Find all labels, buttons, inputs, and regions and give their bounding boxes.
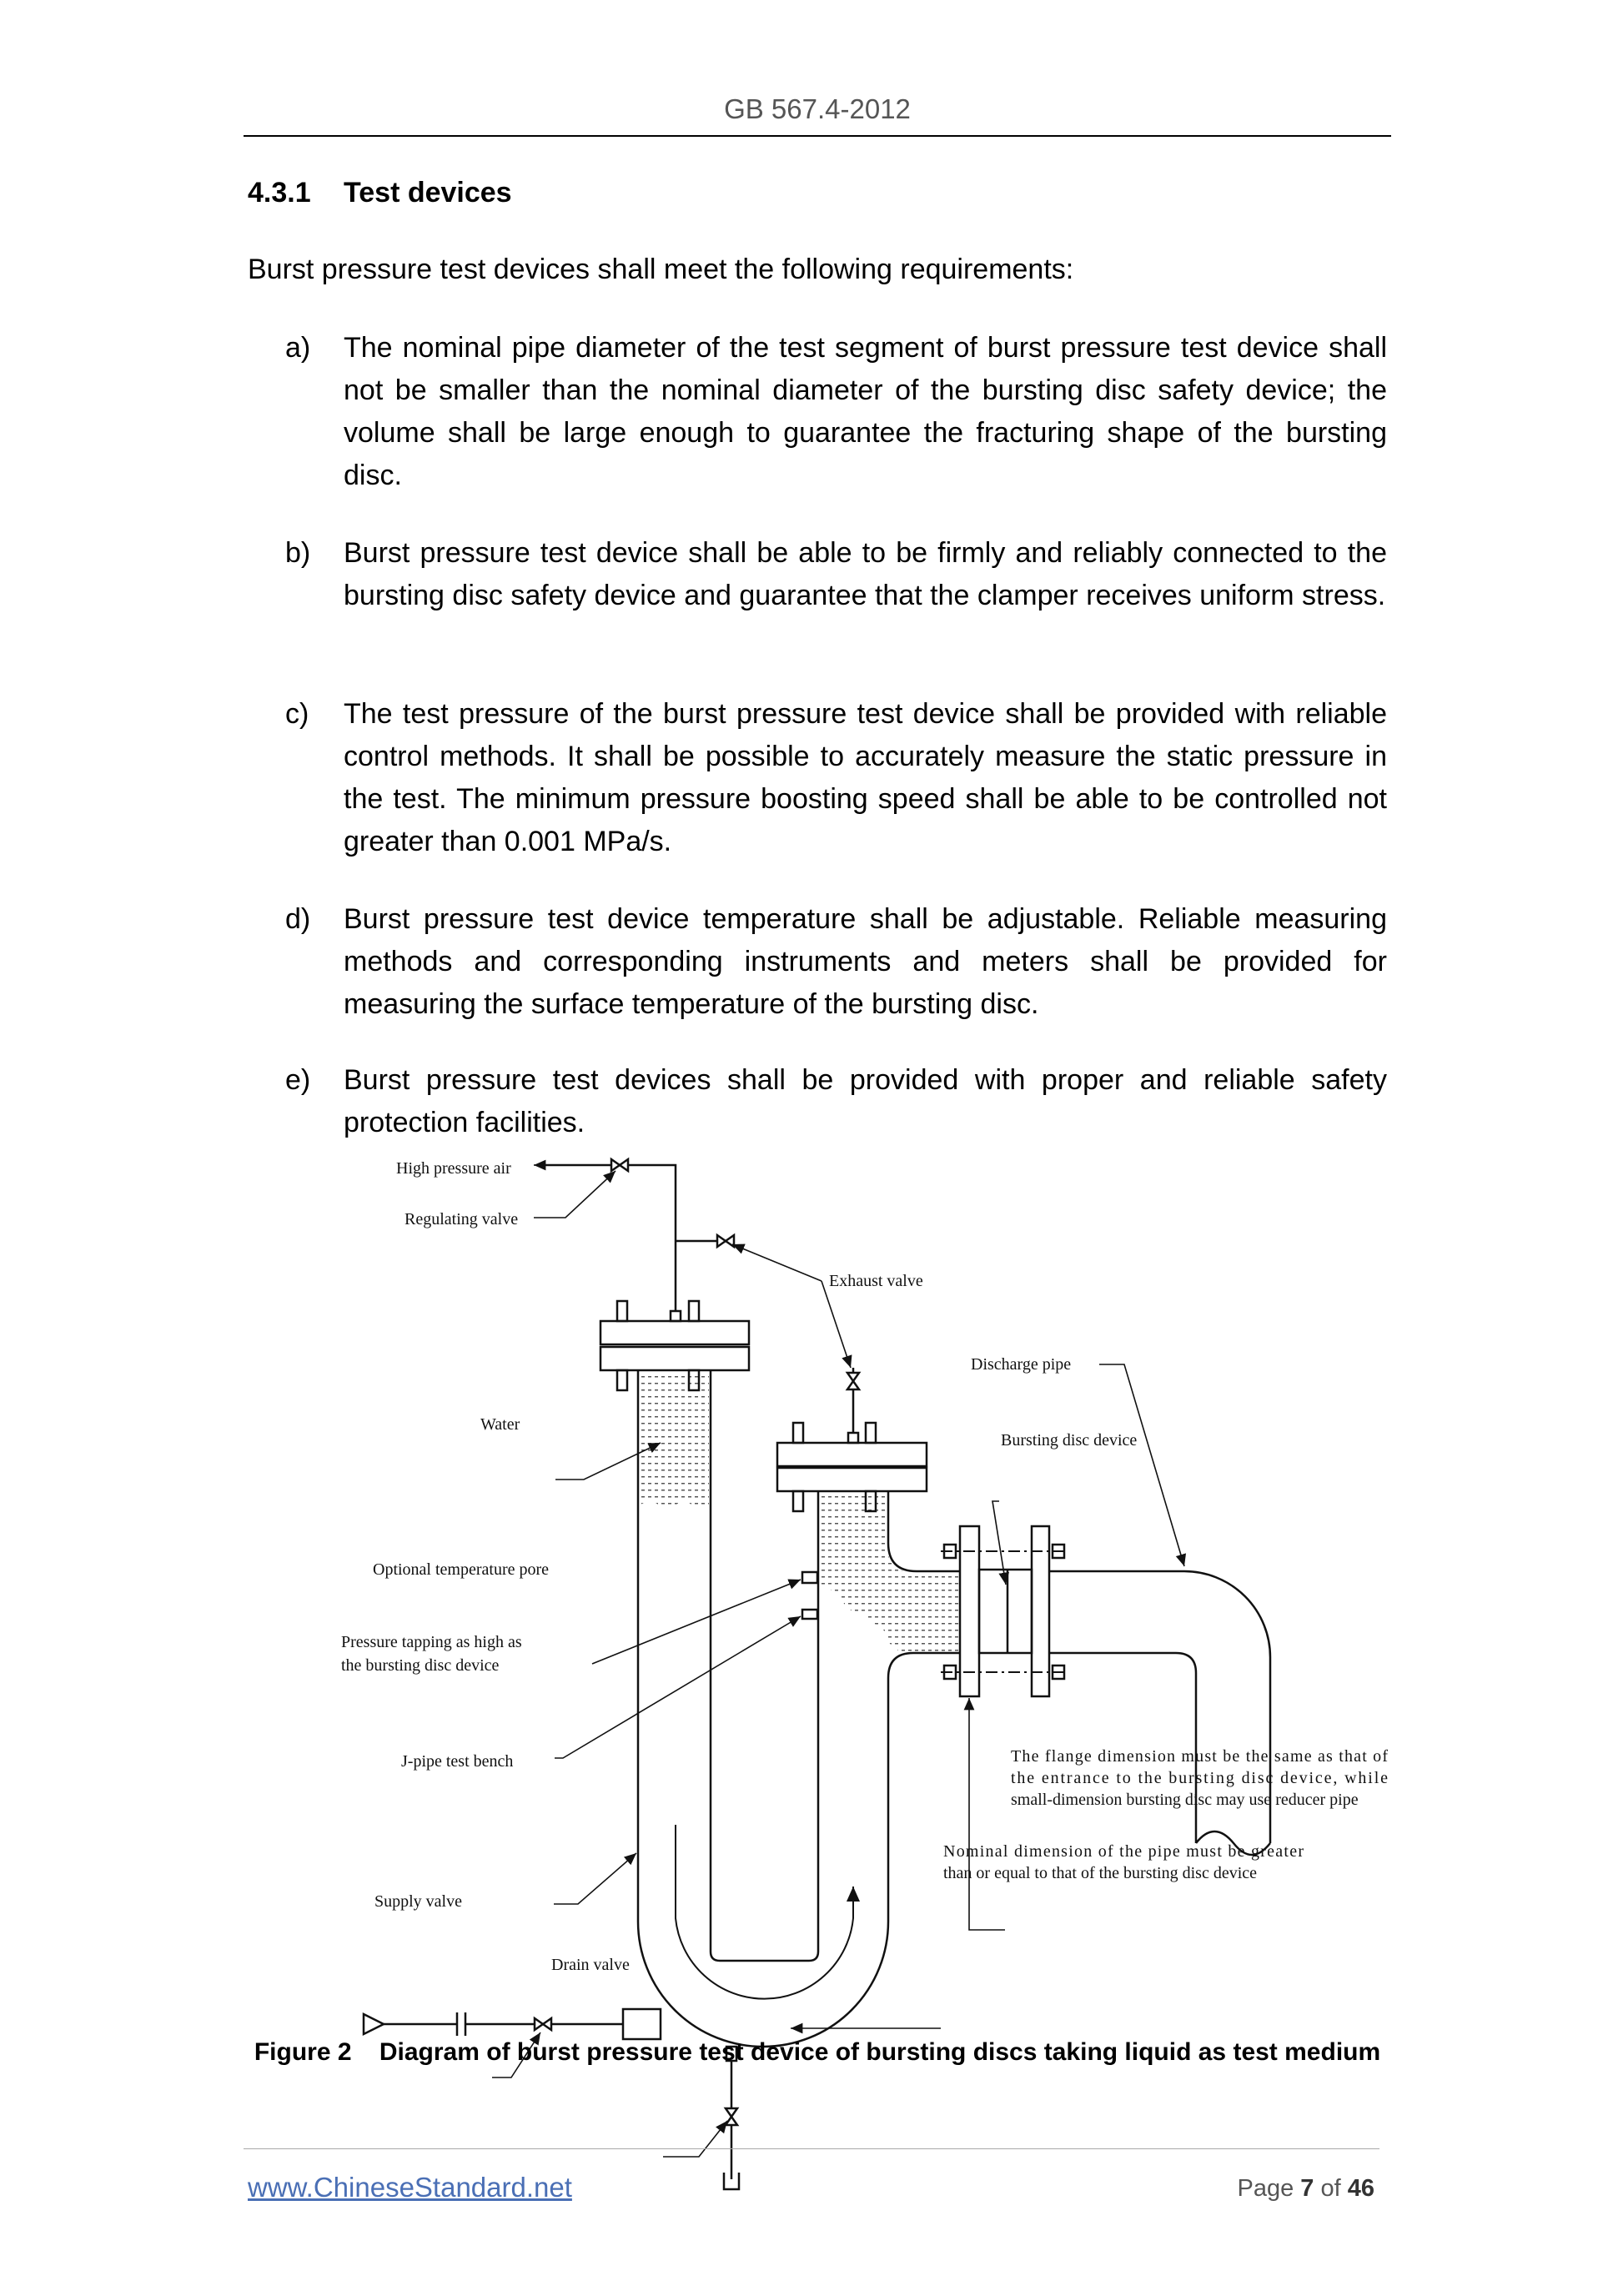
intro-paragraph: Burst pressure test devices shall meet the following requirements:	[248, 254, 1074, 285]
label-supply-valve: Supply valve	[374, 1892, 462, 1911]
label-flange-note-3: small-dimension bursting disc may use reducer pipe	[1011, 1791, 1359, 1809]
section-number: 4.3.1	[248, 177, 311, 208]
label-j-pipe: J-pipe test bench	[401, 1752, 514, 1771]
drain-valve-icon	[726, 2108, 737, 2125]
label-exhaust-valve: Exhaust valve	[829, 1272, 923, 1290]
item-text: Burst pressure test device temperature shall be adjustable. Reliable measuring methods and corresponding instruments and meters shall be provided for measuring the surface temperature of the bursting disc.	[344, 903, 1387, 1020]
figure-caption-text: Diagram of burst pressure test device of bursting discs taking liquid as test medium	[379, 2038, 1381, 2066]
item-label: b)	[285, 537, 311, 569]
website-link[interactable]: www.ChineseStandard.net	[248, 2172, 572, 2203]
exhaust-valve-branch-icon	[717, 1235, 734, 1247]
riser-right-wall	[888, 1491, 960, 1571]
page-total: 46	[1347, 2175, 1374, 2202]
label-bursting-disc-device: Bursting disc device	[1001, 1431, 1138, 1449]
regulating-valve-icon	[611, 1159, 628, 1171]
label-pressure-tapping-2: the bursting disc device	[341, 1656, 500, 1675]
figure-caption	[250, 2038, 1384, 2067]
label-water: Water	[480, 1415, 520, 1434]
exhaust-valve-icon	[847, 1373, 859, 1389]
page-of: of	[1320, 2175, 1341, 2202]
page-prefix: Page	[1237, 2175, 1294, 2202]
footer-rule	[244, 2148, 1379, 2149]
supply-valve-icon	[535, 2018, 551, 2030]
item-label: a)	[285, 332, 311, 364]
label-discharge-pipe: Discharge pipe	[971, 1355, 1072, 1374]
label-nominal-note-1: Nominal dimension of the pipe must be greater	[943, 1842, 1304, 1861]
item-text: The test pressure of the burst pressure test device shall be provided with reliable control methods. It shall be possible to accurately measure the static pressure in the test. The minimum pressure boosting speed shall be able to be controlled not greater than 0.001 MPa/s.	[344, 698, 1387, 857]
discharge-pipe	[1049, 1571, 1270, 1855]
item-label: c)	[285, 698, 309, 730]
section-title: Test devices	[344, 177, 512, 208]
label-flange-note-1: The flange dimension must be the same as that of	[1011, 1747, 1388, 1766]
label-high-pressure-air: High pressure air	[396, 1159, 511, 1178]
label-optional-temperature-pore: Optional temperature pore	[373, 1560, 550, 1579]
label-pressure-tapping: Pressure tapping as high as	[341, 1633, 522, 1651]
label-drain-valve: Drain valve	[551, 1956, 630, 1974]
item-text: Burst pressure test devices shall be provided with proper and reliable safety protection facilities.	[344, 1064, 1387, 1138]
page-indicator	[1237, 2175, 1374, 2203]
item-text: The nominal pipe diameter of the test segment of burst pressure test device shall not be smaller than the nominal diameter of the bursting disc safety device; the volume shall be large enough to guarantee the fracturing shape of the bursting disc.	[344, 332, 1387, 491]
label-regulating-valve: Regulating valve	[404, 1210, 519, 1228]
figure-number: Figure 2	[254, 2038, 352, 2066]
label-flange-note-2: the entrance to the bursting disc device, while	[1011, 1769, 1388, 1787]
page-current: 7	[1300, 2175, 1314, 2202]
item-label: d)	[285, 903, 311, 935]
label-nominal-note-2: than or equal to that of the bursting disc device	[943, 1864, 1258, 1882]
item-text: Burst pressure test device shall be able to be firmly and reliably connected to the bursting disc safety device and guarantee that the clamper receives uniform stress.	[344, 537, 1387, 611]
item-label: e)	[285, 1064, 311, 1096]
standard-code-header: GB 567.4-2012	[724, 93, 911, 124]
